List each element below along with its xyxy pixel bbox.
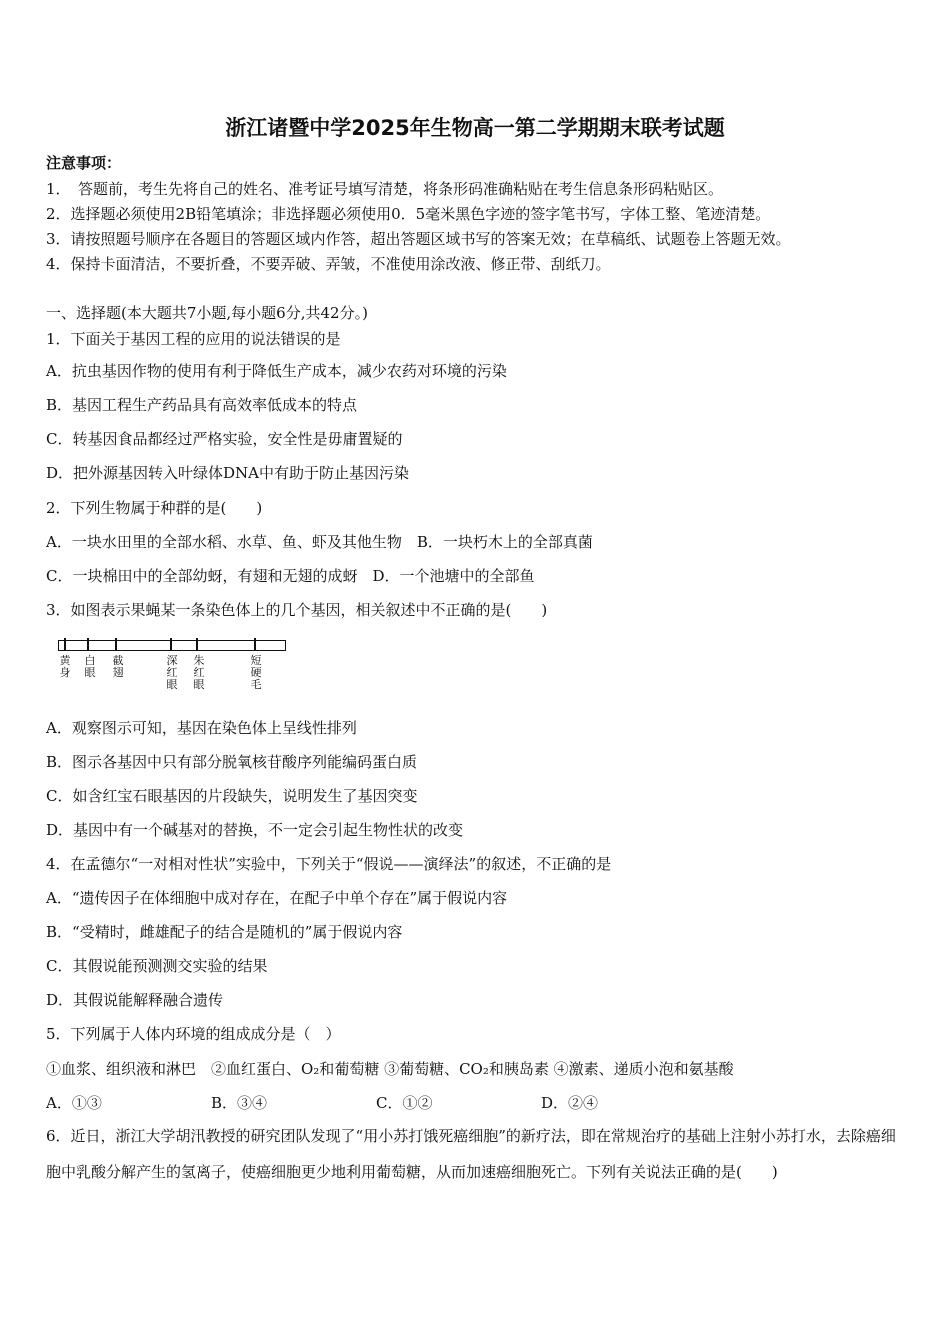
q4-option-b: B．“受精时，雌雄配子的结合是随机的”属于假说内容 [46,923,403,941]
notice-item-3: 3．请按照题号顺序在各题目的答题区域内作答，超出答题区域书写的答案无效；在草稿纸、试题卷上答题无效。 [46,230,791,248]
q3-option-b: B．图示各基因中只有部分脱氧核苷酸序列能编码蛋白质 [46,753,418,771]
q2-options-ab: A．一块水田里的全部水稻、水草、鱼、虾及其他生物 B．一块朽木上的全部真菌 [46,533,593,551]
gene-label-yellow-body: 黄身 [59,654,71,679]
gene-marker [87,638,89,651]
gene-marker [115,638,117,651]
gene-marker [170,638,172,651]
q6-stem: 6．近日，浙江大学胡汛教授的研究团队发现了“用小苏打饿死癌细胞”的新疗法，即在常规治疗的基础上注射小苏打水，去除癌细胞中乳酸分解产生的氢离子，使癌细胞更少地利用葡萄糖，从而加速癌细胞死亡。下列有关说法正确的是( ) [46,1127,896,1181]
q4-stem: 4．在孟德尔“一对相对性状”实验中，下列关于“假说——演绎法”的叙述，不正确的是 [46,855,612,873]
q1-option-c: C．转基因食品都经过严格实验，安全性是毋庸置疑的 [46,430,403,448]
q3-option-d: D．基因中有一个碱基对的替换，不一定会引起生物性状的改变 [46,821,464,839]
q1-option-b: B．基因工程生产药品具有高效率低成本的特点 [46,396,358,414]
gene-label-ruby-eye: 深红眼 [166,654,178,691]
q5-option-d: D．②④ [541,1094,599,1112]
q5-items: ①血浆、组织液和淋巴 ②血红蛋白、O₂和葡萄糖 ③葡萄糖、CO₂和胰岛素 ④激素、递质小泡和氨基酸 [46,1060,734,1078]
section-heading: 一、选择题(本大题共7小题,每小题6分,共42分。) [46,304,368,322]
q4-option-a: A．“遗传因子在体细胞中成对存在，在配子中单个存在”属于假说内容 [46,889,508,907]
q4-option-d: D．其假说能解释融合遗传 [46,991,224,1009]
gene-marker [196,638,198,651]
q5-option-c: C．①② [376,1094,433,1112]
q1-option-a: A．抗虫基因作物的使用有利于降低生产成本，减少农药对环境的污染 [46,362,507,380]
q1-option-d: D．把外源基因转入叶绿体DNA中有助于防止基因污染 [46,464,410,482]
gene-label-cut-wing: 截翅 [112,654,124,679]
q5-options [46,1092,706,1113]
notice-item-1: 1． 答题前，考生先将自己的姓名、准考证号填写清楚，将条形码准确粘贴在考生信息条形码粘贴区。 [46,180,724,198]
q4-option-c: C．其假说能预测测交实验的结果 [46,957,268,975]
q3-option-a: A．观察图示可知，基因在染色体上呈线性排列 [46,719,357,737]
chromosome-bar [58,640,286,651]
q2-stem: 2．下列生物属于种群的是( ) [46,499,263,517]
q3-stem: 3．如图表示果蝇某一条染色体上的几个基因，相关叙述中不正确的是( ) [46,601,548,619]
q5-option-b: B．③④ [211,1094,268,1112]
gene-label-short-bristle: 短硬毛 [250,654,262,691]
notice-item-2: 2．选择题必须使用2B铅笔填涂；非选择题必须使用0．5毫米黑色字迹的签字笔书写，字体工整、笔迹清楚。 [46,205,771,223]
notice-item-4: 4．保持卡面清洁，不要折叠，不要弄破、弄皱，不准使用涂改液、修正带、刮纸刀。 [46,255,611,273]
page-title: 浙江诸暨中学2025年生物高一第二学期期末联考试题 [225,116,725,140]
gene-label-vermilion-eye: 朱红眼 [193,654,205,691]
gene-marker [254,638,256,651]
q3-option-c: C．如含红宝石眼基因的片段缺失，说明发生了基因突变 [46,787,418,805]
notice-heading: 注意事项： [46,154,122,172]
chromosome-figure [58,637,288,697]
q5-option-a: A．①③ [46,1094,102,1112]
gene-marker [64,638,66,651]
q2-options-cd: C．一块棉田中的全部幼蚜，有翅和无翅的成蚜 D．一个池塘中的全部鱼 [46,567,535,585]
gene-label-white-eye: 白眼 [84,654,96,679]
q5-stem: 5．下列属于人体内环境的组成成分是（ ） [46,1025,341,1043]
q1-stem: 1．下面关于基因工程的应用的说法错误的是 [46,330,341,348]
